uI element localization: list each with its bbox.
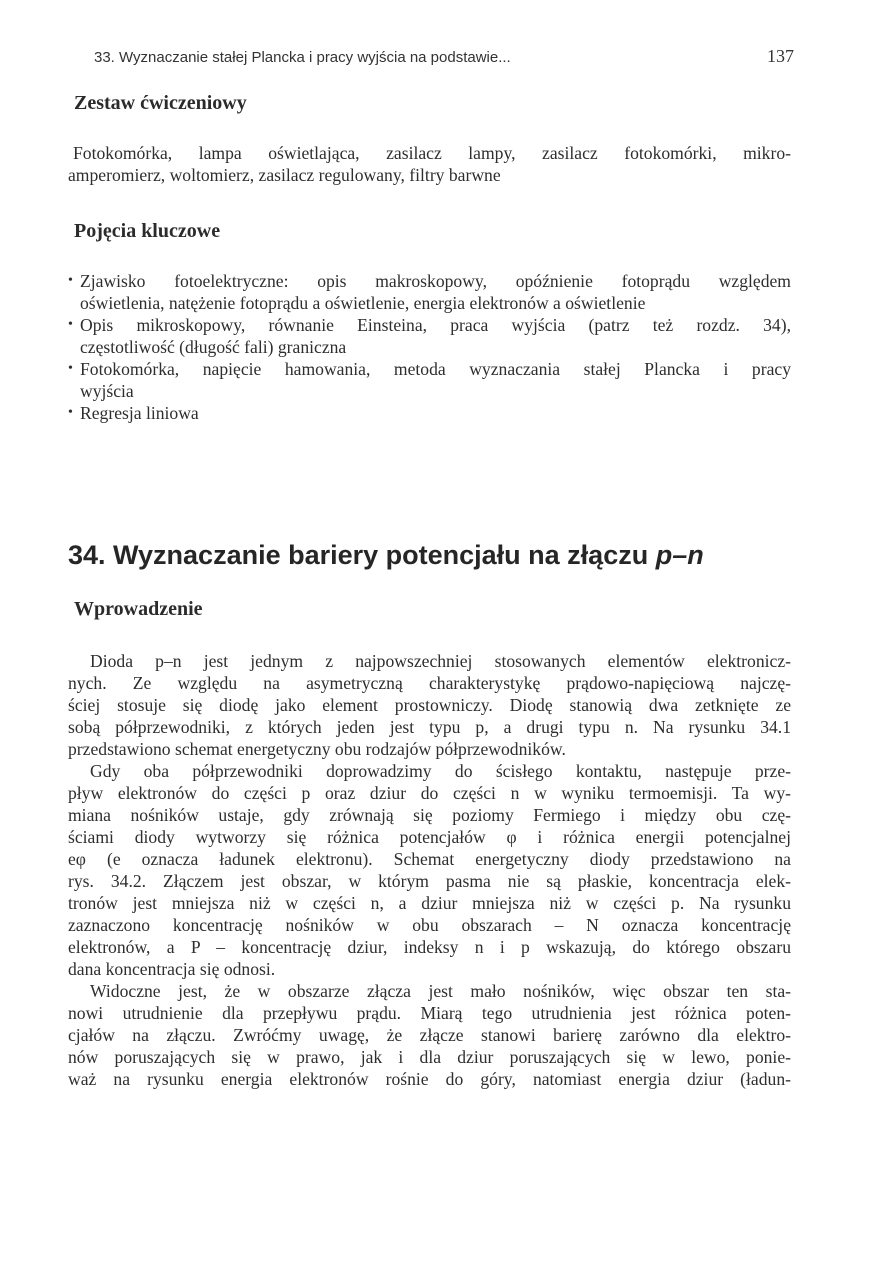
text-line: oświetlenia, natężenie fotoprądu a oświetlenie, energia elektronów a oświetlenie — [80, 293, 646, 313]
key-concepts-list — [68, 270, 791, 424]
bullet-icon: • — [68, 361, 73, 376]
text-line: Fotokomórka, lampa oświetlająca, zasilacz lampy, zasilacz fotokomórki, mikro- — [73, 143, 791, 163]
text-line: waż na rysunku energia elektronów rośnie do góry, natomiast energia dziur (ładun- — [68, 1069, 791, 1089]
chapter-title — [68, 540, 704, 571]
bullet-icon: • — [68, 317, 73, 332]
text-line: zaznaczono koncentrację nośników w obu obszarach – N oznacza koncentrację — [68, 915, 791, 935]
key-concepts-heading: Pojęcia kluczowe — [74, 220, 221, 242]
text-line: Widoczne jest, że w obszarze złącza jest mało nośników, więc obszar ten sta- — [90, 981, 791, 1001]
text-line: Fotokomórka, napięcie hamowania, metoda wyznaczania stałej Plancka i pracy — [80, 359, 791, 379]
text-line: ściami diody wytworzy się różnica potencjałów φ i różnica energii potencjalnej — [68, 827, 791, 847]
intro-heading: Wprowadzenie — [74, 598, 203, 620]
intro-paragraph-3 — [68, 980, 791, 1090]
text-line: Gdy oba półprzewodniki doprowadzimy do ścisłego kontaktu, następuje prze- — [90, 761, 791, 781]
text-line: Regresja liniowa — [80, 403, 199, 423]
text-line: Zjawisko fotoelektryczne: opis makroskopowy, opóźnienie fotoprądu względem — [80, 271, 791, 291]
bullet-icon: • — [68, 273, 73, 288]
text-line: nów poruszających się w prawo, jak i dla dziur poruszających się w lewo, ponie- — [68, 1047, 791, 1067]
text-line: eφ (e oznacza ładunek elektronu). Schemat energetyczny diody przedstawiono na — [68, 849, 791, 869]
text-line: nowi utrudnienie dla przepływu prądu. Miarą tego utrudnienia jest różnica poten- — [68, 1003, 791, 1023]
text-line: sobą półprzewodniki, z których jeden jest typu p, a drugi typu n. Na rysunku 34.1 — [68, 717, 791, 737]
equipment-heading: Zestaw ćwiczeniowy — [74, 92, 247, 114]
text-line: pływ elektronów do części p oraz dziur do części n w wyniku termoemisji. Ta wy- — [68, 783, 791, 803]
text-line: dana koncentracja się odnosi. — [68, 959, 276, 979]
running-title: 33. Wyznaczanie stałej Plancka i pracy wyjścia na podstawie... — [94, 49, 511, 66]
text-line: miana nośników ustaje, gdy zrównają się poziomy Fermiego i między obu czę- — [68, 805, 791, 825]
text-line: rys. 34.2. Złączem jest obszar, w którym pasma nie są płaskie, koncentracja elek- — [68, 871, 791, 891]
page-number: 137 — [767, 46, 794, 66]
chapter-title-italic: p–n — [655, 540, 704, 570]
list-item — [68, 402, 791, 424]
text-line: amperomierz, woltomierz, zasilacz regulowany, filtry barwne — [68, 165, 501, 185]
bullet-icon: • — [68, 405, 73, 420]
text-line: Dioda p–n jest jednym z najpowszechniej stosowanych elementów elektronicz- — [90, 651, 791, 671]
text-line: ściej stosuje się diodę jako element prostowniczy. Diodę stanowią dwa zetknięte ze — [68, 695, 791, 715]
intro-paragraph-2 — [68, 760, 791, 980]
text-line: przedstawiono schemat energetyczny obu rodzajów półprzewodników. — [68, 739, 566, 759]
text-line: elektronów, a P – koncentrację dziur, indeksy n i p wskazują, do którego obszaru — [68, 937, 791, 957]
text-line: tronów jest mniejsza niż w części n, a dziur mniejsza niż w części p. Na rysunku — [68, 893, 791, 913]
text-line: wyjścia — [80, 381, 134, 401]
text-line: nych. Ze względu na asymetryczną charakterystykę prądowo-napięciową najczę- — [68, 673, 791, 693]
equipment-paragraph — [68, 142, 791, 186]
list-item — [68, 314, 791, 358]
intro-paragraph-1 — [68, 650, 791, 760]
list-item — [68, 270, 791, 314]
list-item — [68, 358, 791, 402]
text-line: cjałów na złączu. Zwróćmy uwagę, że złącze stanowi barierę zarówno dla elektro- — [68, 1025, 791, 1045]
chapter-title-text: 34. Wyznaczanie bariery potencjału na złączu — [68, 540, 656, 570]
text-line: częstotliwość (długość fali) graniczna — [80, 337, 347, 357]
running-header — [94, 46, 794, 67]
text-line: Opis mikroskopowy, równanie Einsteina, praca wyjścia (patrz też rozdz. 34), — [80, 315, 791, 335]
